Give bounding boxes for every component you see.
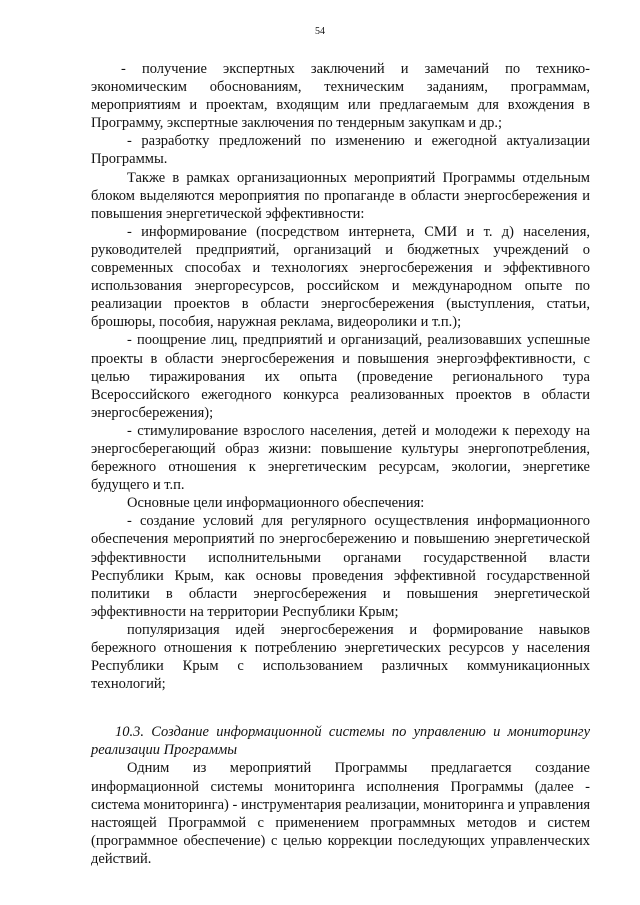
paragraph-popularization: популяризация идей энергосбережения и формирование навыков бережного отношения к потреблению энергетических ресурсов у населения Республики Крым с использованием различных коммуникационных технологий; (91, 621, 590, 693)
paragraph-informing: - информирование (посредством интернета, СМИ и т. д) населения, руководителей предприятий, организаций и бюджетных учреждений о современных способах и технологиях энергосбережения и эффективного использования энергоресурсов, российском и международном опыте по реализации проектов в области энергосбережения (выступления, статьи, брошюры, пособия, наружная реклама, видеоролики и т.п.); (91, 223, 590, 331)
paragraph-stimulation: - стимулирование взрослого населения, детей и молодежи к переходу на энергосберегающий образ жизни: повышение культуры энергопотребления, бережного отношения к энергетическим ресурсам, экологии, энергетике будущего и т.п. (91, 422, 590, 494)
paragraph-conditions: - создание условий для регулярного осуществления информационного обеспечения мероприятий по энергосбережению и повышению энергетической эффективности исполнительными органами государственной власти Республики Крым, как основы проведения эффективной государственной политики в области энергосбережения и повышения энергетической эффективности на территории Республики Крым; (91, 513, 590, 620)
paragraph-monitoring-system: Одним из мероприятий Программы предлагается создание информационной системы мониторинга исполнения Программы (далее - система мониторинга) - инструментария реализации, мониторинга и управления настоящей Программой с применением программных методов и систем (программное обеспечение) с целью коррекции последующих управленческих действий. (91, 760, 590, 867)
paragraph-encouragement: - поощрение лиц, предприятий и организаций, реализовавших успешные проекты в области энергосбережения и повышения энергоэффективности, с целью тиражирования их опыта (проведение регионального тура Всероссийского ежегодного конкурса реализованных проектов в области энергосбережения); (91, 332, 590, 421)
paragraph-info-goals-heading: Основные цели информационного обеспечения: (127, 495, 425, 512)
section-heading: 10.3. Создание информационной системы по управлению и мониторингу реализации Программы (91, 724, 590, 759)
paragraph-program-updates: - разработку предложений по изменению и ежегодной актуализации Программы. (91, 133, 590, 168)
paragraph-expert-conclusions: - получение экспертных заключений и замечаний по технико-экономическим обоснованиям, техническим заданиям, программам, мероприятиям и проектам, входящим или предлагаемым для вхождения в Программу, экспертные заключения по тендерным закупкам и др.; (91, 61, 590, 132)
page-body (91, 60, 590, 868)
paragraph-propaganda-intro: Также в рамках организационных мероприятий Программы отдельным блоком выделяются мероприятия по пропаганде в области энергосбережения и повышения энергетической эффективности: (91, 169, 590, 222)
page-number: 54 (315, 26, 325, 37)
